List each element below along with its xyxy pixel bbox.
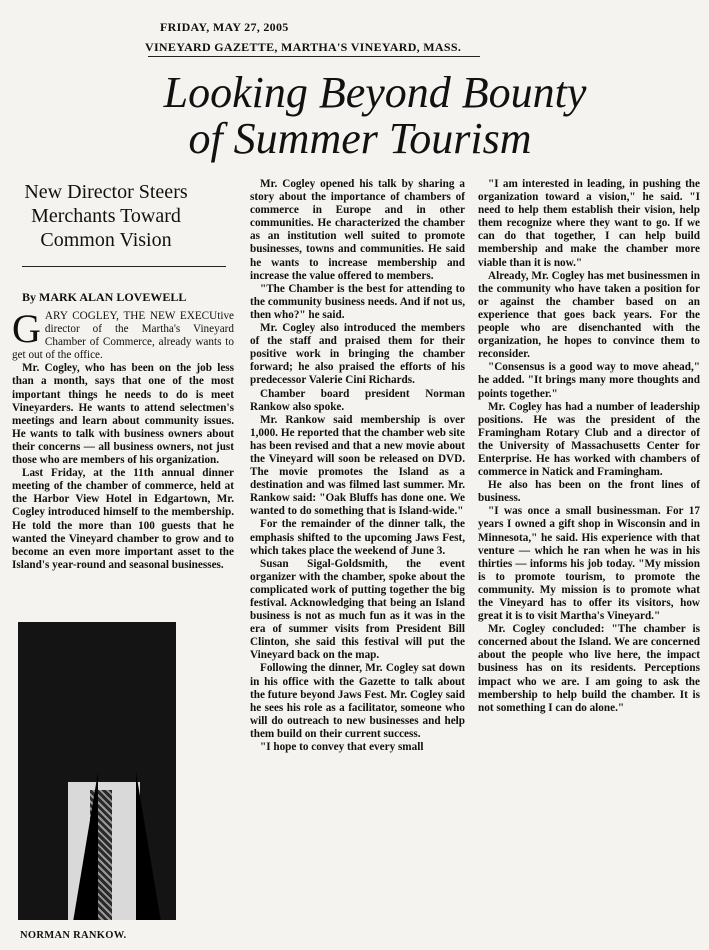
paragraph: "The Chamber is the best for attending to the community business needs. And if not us, then who?" he said. (250, 282, 465, 321)
paragraph: Mr. Cogley, who has been on the job less than a month, says that one of the most important things he needs to do is meet Vineyarders. He wants to attend selectmen's meetings and learn about community issues. He wants to talk with business owners about their concerns — all business owners, not just those who are members of his organization. (12, 362, 234, 467)
paragraph: Already, Mr. Cogley has met businessmen in the community who have taken a position for or against the chamber based on an experience that goes back years. For the people who are disenchanted with the organization, he hopes to convince them to reconsider. (478, 269, 700, 361)
paragraph: Mr. Cogley has had a number of leadership positions. He was the president of the Framingham Rotary Club and a director of the University of Massachusetts Center for Enterprise. He has worked with chambers of commerce in Natick and Framingham. (478, 400, 700, 479)
headline-line-1: Looking Beyond Bounty (163, 68, 587, 117)
header-rule (148, 56, 480, 57)
dateline: FRIDAY, MAY 27, 2005 (160, 20, 289, 34)
lapel-right (136, 772, 176, 920)
paragraph: "I was once a small businessman. For 17 years I owned a gift shop in Wisconsin and in Minnesota," he said. His experience with that venture — which he ran when he was in his thirties — informs his job today. "My mission is to promote tourism, to promote the community. My mission is to promote what the Vineyard has to offer its visitors, how great it is to visit Martha's Vineyard." (478, 505, 700, 623)
paragraph: Mr. Cogley also introduced the members of the staff and praised them for their positive work in bringing the chamber forward; he also praised the efforts of his predecessor Valerie Cini Richards. (250, 322, 465, 387)
byline: By MARK ALAN LOVEWELL (22, 290, 187, 304)
paragraph: Chamber board president Norman Rankow also spoke. (250, 387, 465, 413)
photo-caption: NORMAN RANKOW. (20, 930, 127, 941)
paragraph: Mr. Cogley opened his talk by sharing a story about the importance of chambers of commerce in Europe and in other communities. He characterized the chamber as an institution well suited to promote businesses, towns and communities. He said he wants to increase membership and increase the value offered to members. (250, 178, 465, 282)
paragraph: Susan Sigal-Goldsmith, the event organizer with the chamber, spoke about the complicated work of putting together the big festival. Acknowledging that being an Island business is not as much fun as it was in the era of summer visits from President Bill Clinton, she said this festival will put the Vineyard back on the map. (250, 557, 465, 662)
paragraph: "I hope to convey that every small (260, 741, 424, 754)
paragraph: For the remainder of the dinner talk, the emphasis shifted to the upcoming Jaws Fest, which takes place the weekend of June 3. (250, 518, 465, 557)
subhead: New Director Steers Merchants Toward Common Vision (24, 181, 188, 251)
lapel-left (48, 772, 98, 920)
article-column-3 (478, 178, 700, 715)
subhead-rule (22, 266, 226, 267)
paragraph: "Consensus is a good way to move ahead," he added. "It brings many more thoughts and points together." (478, 361, 700, 400)
paragraph: ARY COGLEY, THE NEW EXECUtive director of the Martha's Vineyard Chamber of Commerce, already wants to get out of the office. (12, 310, 234, 362)
paragraph: He also has been on the front lines of business. (478, 479, 700, 505)
paper-name: VINEYARD GAZETTE, MARTHA'S VINEYARD, MASS. (145, 40, 462, 54)
paragraph: Mr. Rankow said membership is over 1,000. He reported that the chamber web site has been revised and that a new movie about the Vineyard will soon be released on DVD. The movie promotes the Island as a destination and was filmed last summer. Mr. Rankow said: "Oak Bluffs has done one. We wanted to do something that is Island-wide." (250, 413, 465, 518)
paragraph: "I am interested in leading, in pushing the organization toward a vision," he said. "I need to help them establish their vision, help them recognize where they want to go. If we can do that together, I can help build membership and make the chamber more viable than it is now." (478, 178, 700, 269)
drop-cap: G (12, 306, 41, 351)
headline-line-2: of Summer Tourism (188, 114, 532, 163)
paragraph: Last Friday, at the 11th annual dinner meeting of the chamber of commerce, held at the Harbor View Hotel in Edgartown, Mr. Cogley introduced himself to the membership. He told the more than 100 guests that he wanted the Vineyard chamber to grow and to become an even more important asset to the Island's year-round and seasonal businesses. (12, 467, 234, 571)
article-column-1 (12, 306, 234, 572)
article-column-2 (250, 178, 465, 754)
paragraph: Mr. Cogley concluded: "The chamber is concerned about the Island. We are concerned about the people who live here, the impact business has on its residents. Perceptions impact who we are. I am going to ask the membership to help build the chamber. It is not something I can do alone." (478, 623, 700, 714)
photo-norman-rankow (18, 622, 176, 920)
paragraph: Following the dinner, Mr. Cogley sat down in his office with the Gazette to talk about the future beyond Jaws Fest. Mr. Cogley said he sees his role as a facilitator, someone who will do outreach to new businesses and help them build on their current success. (250, 662, 465, 740)
